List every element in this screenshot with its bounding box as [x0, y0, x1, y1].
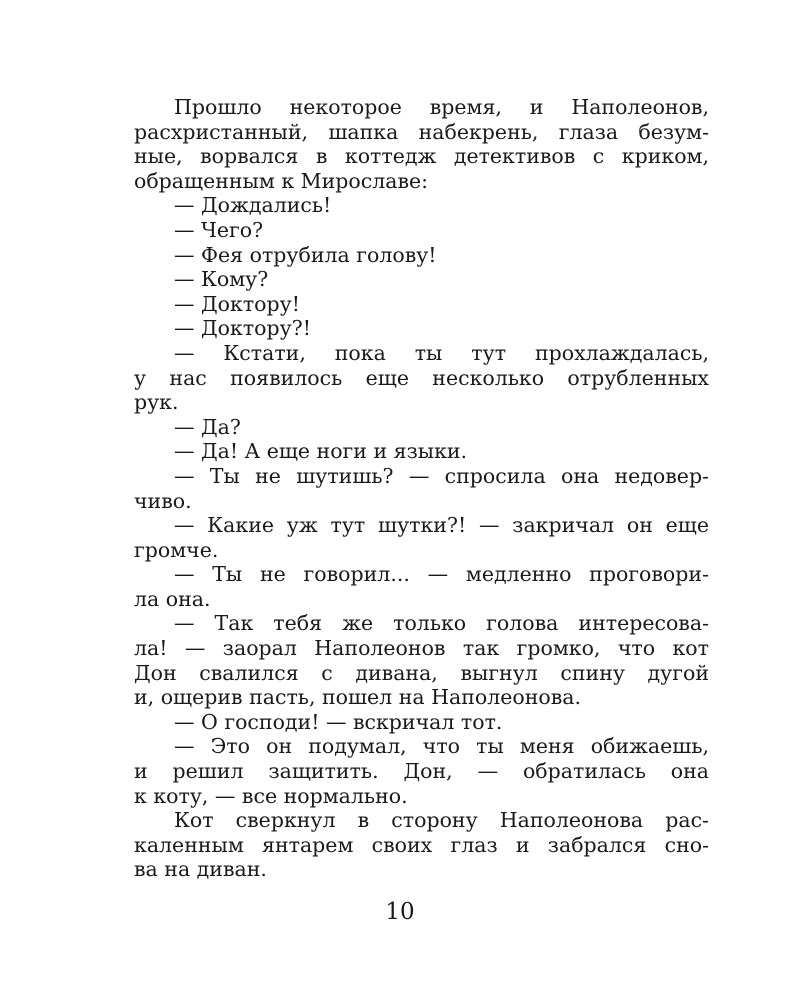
- text-line: — Доктору!: [174, 291, 300, 316]
- text-line: — О господи! — вскричал тот.: [174, 709, 503, 734]
- text-line: — Так тебя же только голова интересова-: [174, 611, 709, 636]
- text-line: ла она.: [134, 586, 211, 611]
- text-line: к коту, — все нормально.: [134, 783, 408, 808]
- text-line: — Дождались!: [174, 193, 332, 218]
- text-line: — Какие уж тут шутки?! — закричал он еще: [174, 513, 709, 538]
- text-line: у нас появилось еще несколько отрубленных: [134, 365, 709, 390]
- text-line: — Ты не говорил... — медленно проговори-: [174, 562, 709, 587]
- text-line: обращенным к Мирославе:: [134, 168, 429, 193]
- text-line: — Да?: [174, 414, 241, 439]
- text-line: — Ты не шутишь? — спросила она недовер-: [174, 463, 709, 488]
- text-line: Дон свалился с дивана, выгнул спину дугой: [134, 660, 709, 685]
- text-line: — Доктору?!: [174, 316, 311, 341]
- text-line: — Это он подумал, что ты меня обижаешь,: [174, 734, 709, 759]
- text-line: — Да! А еще ноги и языки.: [174, 439, 468, 464]
- text-line: Прошло некоторое время, и Наполеонов,: [174, 95, 709, 119]
- text-line: ла! — заорал Наполеонов так громко, что кот: [134, 636, 709, 661]
- text-line: — Фея отрубила голову!: [174, 242, 437, 267]
- text-line: громче.: [134, 537, 219, 562]
- text-line: — Чего?: [174, 217, 264, 242]
- text-line: Кот сверкнул в сторону Наполеонова рас-: [174, 808, 709, 833]
- text-line: и решил защитить. Дон, — обратилась она: [134, 759, 709, 784]
- text-line: каленным янтарем своих глаз и забрался сно-: [134, 832, 709, 857]
- text-line: рук.: [134, 390, 179, 415]
- page-text: [134, 95, 709, 882]
- text-line: ные, ворвался в коттедж детективов с криком,: [134, 144, 709, 169]
- text-line: ва на диван.: [134, 857, 267, 882]
- text-line: — Кстати, пока ты тут прохлаждалась,: [174, 340, 709, 365]
- text-line: расхристанный, шапка набекрень, глаза безум-: [134, 119, 709, 144]
- page-number: 10: [385, 899, 415, 925]
- text-line: чиво.: [134, 488, 192, 513]
- text-line: — Кому?: [174, 267, 269, 292]
- text-line: и, ощерив пасть, пошел на Наполеонова.: [134, 685, 581, 710]
